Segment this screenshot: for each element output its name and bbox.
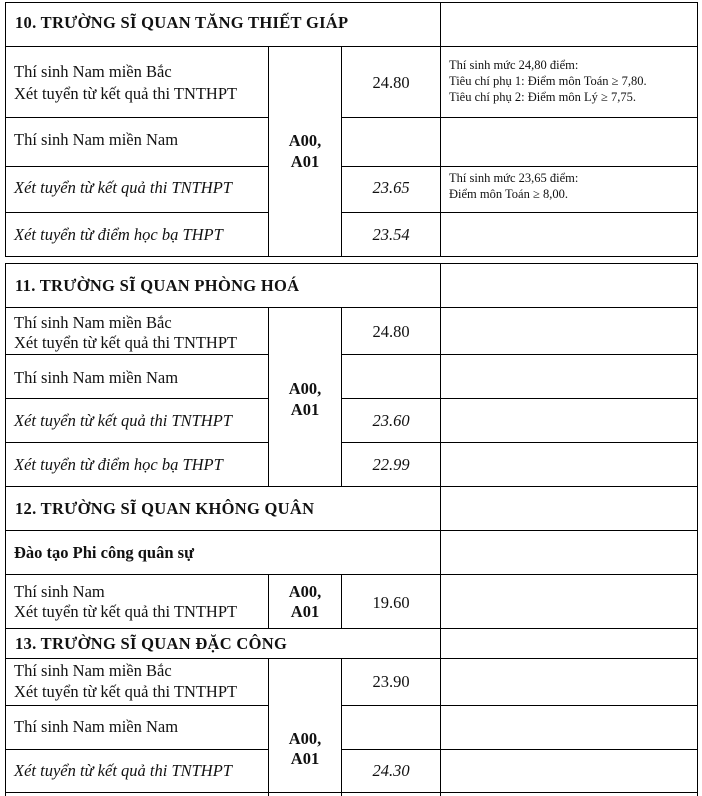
section-title: 10. TRƯỜNG SĨ QUAN TĂNG THIẾT GIÁP — [15, 13, 349, 32]
subject-code: A00, — [288, 379, 322, 398]
row-label: Xét tuyển từ kết quả thi TNTHPT — [14, 178, 232, 197]
row-label: Xét tuyển từ điểm học bạ THPT — [14, 455, 223, 474]
note-line: Điểm môn Toán ≥ 8,00. — [449, 187, 568, 201]
subject-code: A01 — [290, 749, 320, 768]
score-value: 23.65 — [372, 178, 410, 197]
row-label: Thí sinh Nam miền Bắc — [14, 62, 172, 81]
row-label: Xét tuyển từ kết quả thi TNTHPT — [14, 761, 232, 780]
section-title: 11. TRƯỜNG SĨ QUAN PHÒNG HOÁ — [15, 276, 300, 295]
row-label: Xét tuyển từ điểm học bạ THPT — [14, 225, 223, 244]
section-subtitle: Đào tạo Phi công quân sự — [14, 543, 194, 562]
score-value: 24.80 — [372, 322, 410, 341]
subject-code: A00, — [288, 729, 322, 748]
row-label: Thí sinh Nam miền Bắc — [14, 661, 172, 680]
subject-code: A01 — [290, 152, 320, 171]
note-line: Thí sinh mức 23,65 điểm: — [449, 171, 579, 185]
subject-code: A01 — [290, 400, 320, 419]
score-value: 23.60 — [372, 411, 410, 430]
row-label: Thí sinh Nam miền Nam — [14, 130, 179, 149]
row-label: Xét tuyển từ kết quả thi TNTHPT — [14, 602, 238, 621]
score-value: 23.90 — [372, 672, 410, 691]
row-label: Xét tuyển từ kết quả thi TNTHPT — [14, 84, 238, 103]
row-label: Thí sinh Nam miền Bắc — [14, 313, 172, 332]
subject-code: A01 — [290, 602, 320, 621]
note-line: Tiêu chí phụ 1: Điểm môn Toán ≥ 7,80. — [449, 74, 647, 88]
score-value: 24.80 — [372, 73, 410, 92]
note-line: Tiêu chí phụ 2: Điểm môn Lý ≥ 7,75. — [449, 90, 636, 104]
score-value: 24.30 — [372, 761, 410, 780]
row-label: Xét tuyển từ kết quả thi TNTHPT — [14, 682, 238, 701]
row-label: Thí sinh Nam miền Nam — [14, 368, 179, 387]
row-label: Thí sinh Nam miền Nam — [14, 717, 179, 736]
section-title: 12. TRƯỜNG SĨ QUAN KHÔNG QUÂN — [15, 499, 315, 518]
score-value: 19.60 — [372, 593, 410, 612]
row-label: Xét tuyển từ kết quả thi TNTHPT — [14, 333, 238, 352]
subject-code: A00, — [288, 131, 322, 150]
section-title: 13. TRƯỜNG SĨ QUAN ĐẶC CÔNG — [15, 634, 288, 653]
score-value: 22.99 — [372, 455, 410, 474]
subject-code: A00, — [288, 582, 322, 601]
row-label: Thí sinh Nam — [14, 582, 105, 601]
row-label: Xét tuyển từ kết quả thi TNTHPT — [14, 411, 232, 430]
note-line: Thí sinh mức 24,80 điểm: — [449, 58, 579, 72]
score-value: 23.54 — [372, 225, 410, 244]
